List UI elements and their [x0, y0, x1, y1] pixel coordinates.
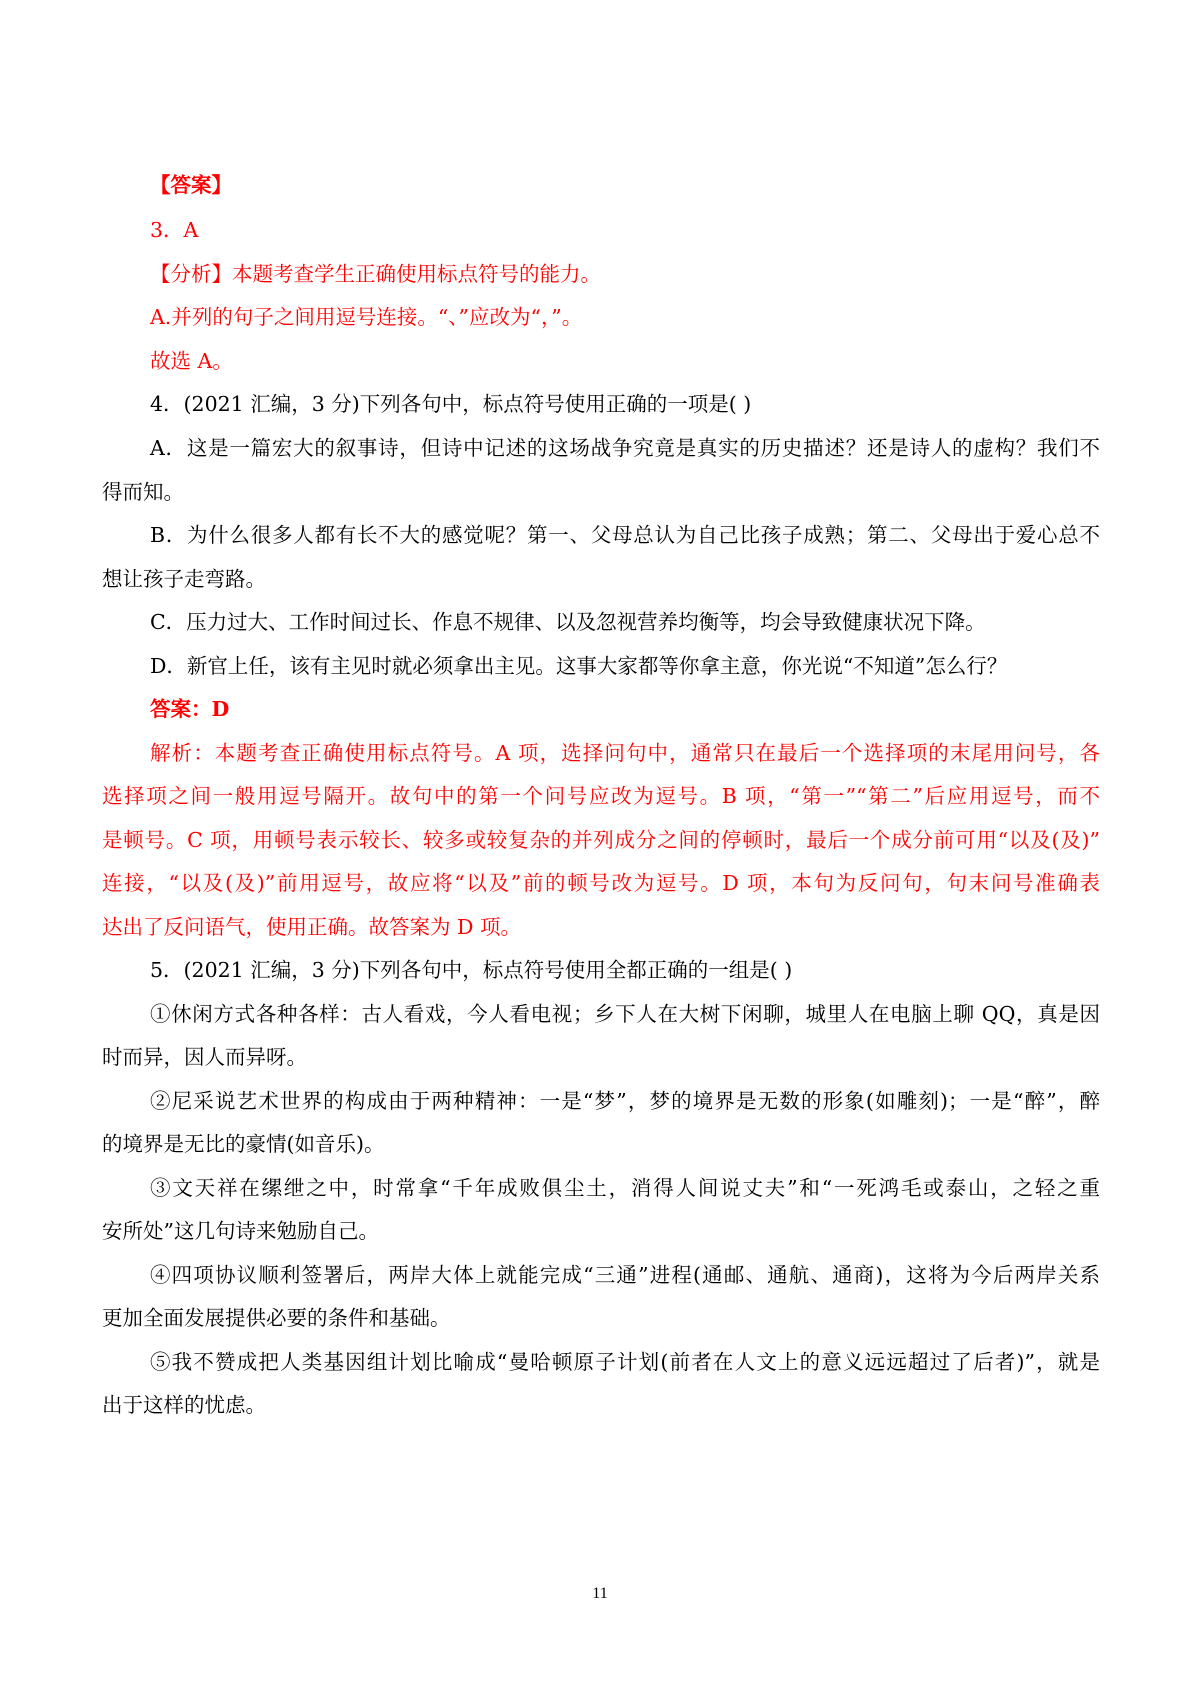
question-4-option-c: C．压力过大、工作时间过长、作息不规律、以及忽视营养均衡等，均会导致健康状况下降。	[150, 610, 986, 634]
question-5-item-5-cont: 出于这样的忧虑。	[102, 1393, 266, 1417]
question-5-item-2-cont: 的境界是无比的豪情(如音乐)。	[102, 1132, 385, 1156]
question-4-option-a: A．这是一篇宏大的叙事诗，但诗中记述的这场战争究竟是真实的历史描述？还是诗人的虚构？我们不	[150, 436, 1100, 460]
question-5-item-1-cont: 时而异，因人而异呀。	[102, 1045, 307, 1069]
question-4-explanation-line-3: 是顿号。C 项，用顿号表示较长、较多或较复杂的并列成分之间的停顿时，最后一个成分前可用“以及(及)”	[102, 828, 1100, 852]
question-4-explanation-line-1: 解析：本题考查正确使用标点符号。A 项，选择问句中，通常只在最后一个选择项的末尾用问号，各	[150, 741, 1100, 765]
analysis-reason: A.并列的句子之间用逗号连接。“、”应改为“，”。	[150, 305, 583, 329]
answer-heading: 【答案】	[150, 173, 232, 197]
analysis-line: 【分析】本题考查学生正确使用标点符号的能力。	[150, 262, 601, 286]
question-5-item-4-cont: 更加全面发展提供必要的条件和基础。	[102, 1306, 451, 1330]
question-4-option-b-cont: 想让孩子走弯路。	[102, 567, 266, 591]
page-number: 11	[592, 1585, 608, 1602]
question-5-item-5: ⑤我不赞成把人类基因组计划比喻成“曼哈顿原子计划(前者在人文上的意义远远超过了后者)”，就是	[150, 1350, 1100, 1374]
question-4-option-d: D．新官上任，该有主见时就必须拿出主见。这事大家都等你拿主意，你光说“不知道”怎么行？	[150, 654, 1008, 678]
question-5-item-2: ②尼采说艺术世界的构成由于两种精神：一是“梦”，梦的境界是无数的形象(如雕刻)；一是“醉”，醉	[150, 1089, 1100, 1113]
question-4-explanation-line-4: 连接，“以及(及)”前用逗号，故应将“以及”前的顿号改为逗号。D 项，本句为反问句，句末问号准确表	[102, 871, 1100, 895]
analysis-choice: 故选 A。	[150, 349, 233, 373]
question-5-item-1: ①休闲方式各种各样：古人看戏，今人看电视；乡下人在大树下闲聊，城里人在电脑上聊 QQ，真是因	[150, 1002, 1100, 1026]
question-4-option-b: B．为什么很多人都有长不大的感觉呢？第一、父母总认为自己比孩子成熟；第二、父母出于爱心总不	[150, 523, 1100, 547]
question-4-stem: 4．(2021 汇编，3 分)下列各句中，标点符号使用正确的一项是( )	[150, 392, 752, 416]
question-5-stem: 5．(2021 汇编，3 分)下列各句中，标点符号使用全都正确的一组是( )	[150, 958, 793, 982]
question-5-item-3-cont: 安所处”这几句诗来勉励自己。	[102, 1219, 379, 1243]
question-5-item-3: ③文天祥在缧绁之中，时常拿“千年成败俱尘土，消得人间说丈夫”和“一死鸿毛或泰山，之轻之重	[150, 1176, 1100, 1200]
question-4-answer: 答案：D	[150, 697, 230, 721]
question-4-option-a-cont: 得而知。	[102, 480, 184, 504]
question-4-explanation-line-2: 选择项之间一般用逗号隔开。故句中的第一个问号应改为逗号。B 项，“第一”“第二”后应用逗号，而不	[102, 784, 1100, 808]
answer-value: 3．A	[150, 218, 199, 242]
question-4-explanation-line-5: 达出了反问语气，使用正确。故答案为 D 项。	[102, 915, 521, 939]
question-5-item-4: ④四项协议顺利签署后，两岸大体上就能完成“三通”进程(通邮、通航、通商)，这将为今后两岸关系	[150, 1263, 1100, 1287]
